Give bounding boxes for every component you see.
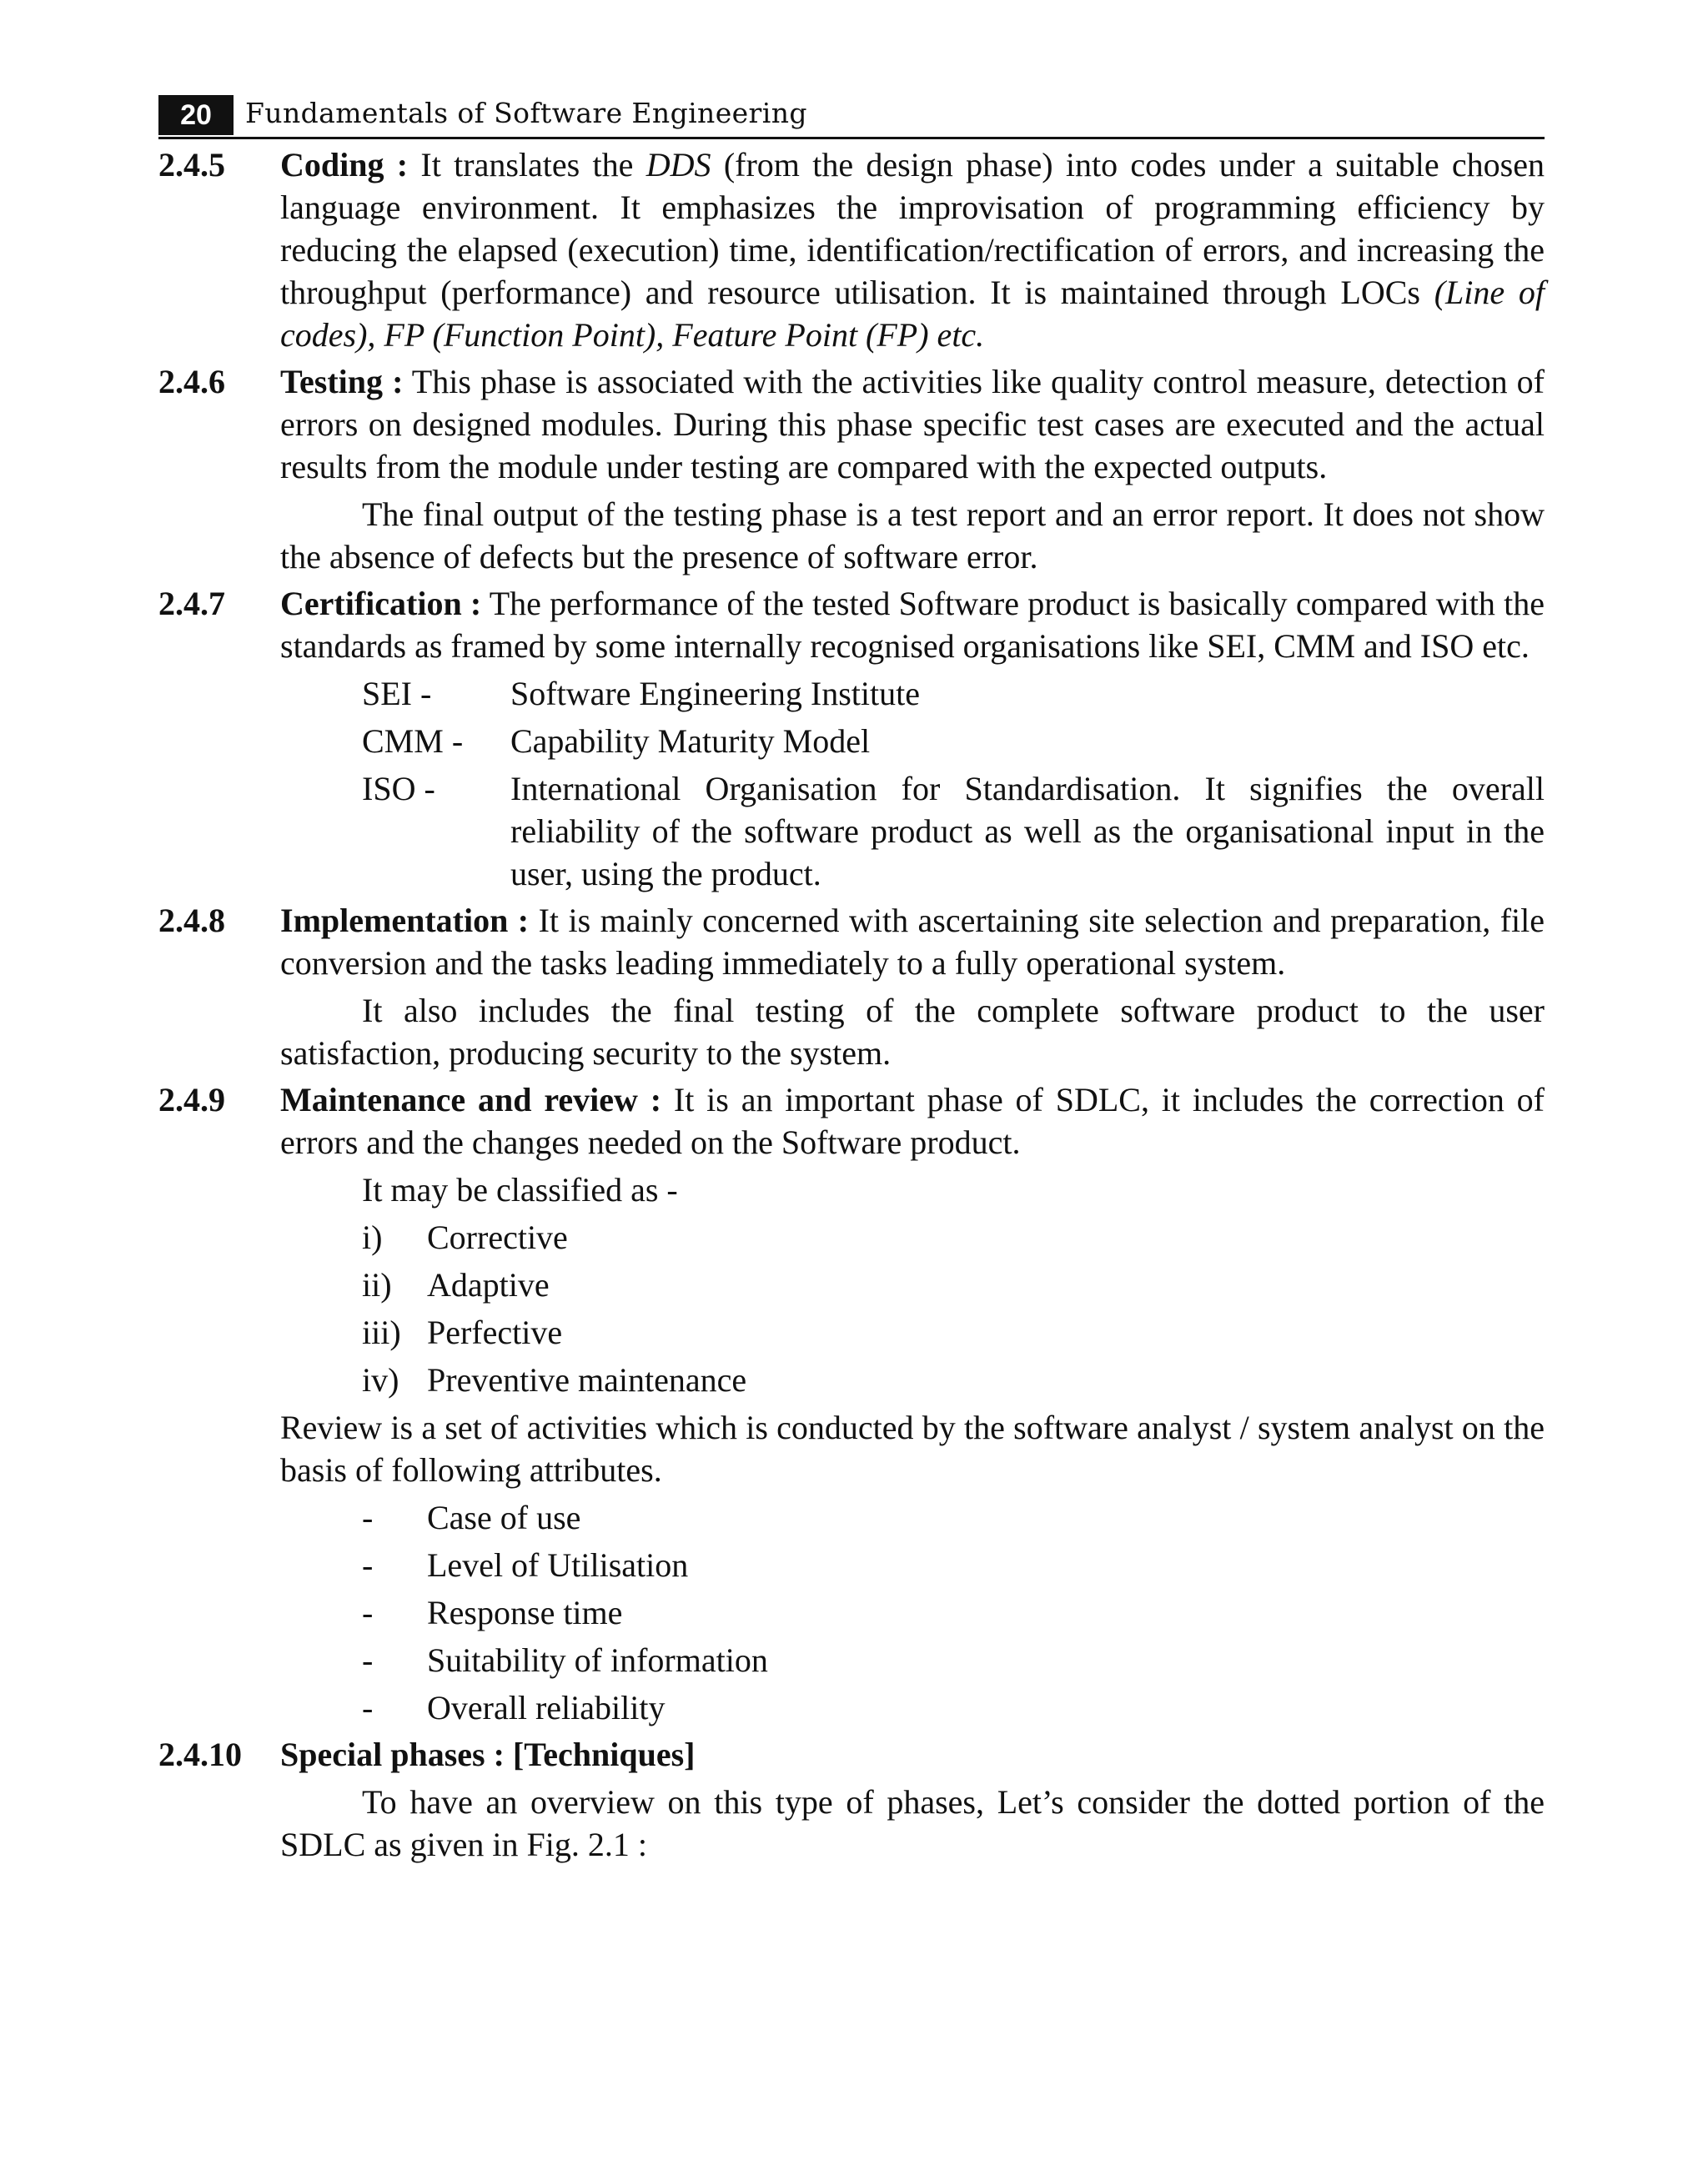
list-item [280, 1311, 1545, 1354]
running-title: Fundamentals of Software Engineering [245, 97, 807, 129]
list-item-text: Corrective [427, 1219, 568, 1256]
section-number: 2.4.8 [158, 902, 225, 939]
section-paragraph: The final output of the testing phase is a test report and an error report. It does not show the absence of defects but the presence of software error. [280, 495, 1545, 575]
section-heading: Special phases : [Techniques] [280, 1736, 696, 1773]
list-marker: ii) [362, 1266, 392, 1304]
list-item-text: Case of use [427, 1499, 581, 1536]
definition-row [280, 767, 1545, 895]
text-run: This phase is associated with the activities like quality control measure, detection of errors on designed modules. During this phase specific test cases are executed and the actual results from the module under testing are compared with the expected outputs. [280, 363, 1545, 485]
section-heading: Certification : [280, 585, 482, 622]
definition-term: ISO - [362, 770, 435, 807]
page-number-badge: 20 [158, 95, 234, 135]
section-paragraph [280, 582, 1545, 667]
definition-row [280, 720, 1545, 762]
section-paragraph [280, 1078, 1545, 1163]
list-item [280, 1359, 1545, 1401]
section-2-4-8 [158, 899, 1545, 1074]
list-item [280, 1496, 1545, 1539]
list-item-text: Overall reliability [427, 1689, 666, 1726]
list-item [280, 1264, 1545, 1306]
definition-term: CMM - [362, 722, 464, 760]
section-2-4-6 [158, 360, 1545, 578]
section-heading: Maintenance and review : [280, 1081, 662, 1118]
italic-text-run: DDS [646, 146, 711, 183]
list-item-text: Preventive maintenance [427, 1361, 747, 1399]
list-item-text: Adaptive [427, 1266, 550, 1304]
section-number: 2.4.7 [158, 585, 225, 622]
italic-text-run: (Line of codes), FP (Function Point), Feature Point (FP) etc. [280, 274, 1545, 354]
section-paragraph [280, 143, 1545, 356]
list-marker: iv) [362, 1361, 399, 1399]
text-run: It is an important phase of SDLC, it includes the correction of errors and the changes needed on the Software product. [280, 1081, 1545, 1161]
list-marker: - [362, 1546, 374, 1584]
definition-row [280, 672, 1545, 715]
list-marker: iii) [362, 1314, 401, 1351]
text-run: The performance of the tested Software product is basically compared with the standards as framed by some internally recognised organisations like SEI, CMM and ISO etc. [280, 585, 1545, 665]
definition-text: International Organisation for Standardisation. It signifies the overall reliability of the software product as well as the organisational input in the user, using the product. [510, 770, 1545, 892]
list-marker: - [362, 1641, 374, 1679]
section-number: 2.4.10 [158, 1736, 242, 1773]
review-paragraph: Review is a set of activities which is conducted by the software analyst / system analyst on the basis of following attributes. [280, 1409, 1545, 1489]
section-heading: Testing : [280, 363, 404, 400]
page-content [158, 143, 1545, 1866]
text-run: (from the design phase) into codes under a suitable chosen language environment. It emphasizes the improvisation of programming efficiency by reducing the elapsed (execution) time, identification/rectification of errors, and increasing the throughput (performance) and resource utilisation. It is maintained through LOCs [280, 146, 1545, 311]
definition-text: Software Engineering Institute [510, 675, 920, 712]
list-item [280, 1639, 1545, 1681]
list-marker: - [362, 1594, 374, 1631]
definition-text: Capability Maturity Model [510, 722, 871, 760]
page-header [158, 90, 1545, 139]
section-heading: Implementation : [280, 902, 530, 939]
section-paragraph [280, 899, 1545, 984]
section-paragraph: It also includes the final testing of the complete software product to the user satisfaction, producing security to the system. [280, 992, 1545, 1072]
section-number: 2.4.6 [158, 363, 225, 400]
list-item [280, 1591, 1545, 1634]
list-marker: i) [362, 1219, 383, 1256]
definition-term: SEI - [362, 675, 432, 712]
text-run: It translates the [408, 146, 646, 183]
section-2-4-5 [158, 143, 1545, 356]
section-heading: Coding : [280, 146, 409, 183]
list-item-text: Perfective [427, 1314, 563, 1351]
text-run: It is mainly concerned with ascertaining site selection and preparation, file conversion and the tasks leading immediately to a fully operational system. [280, 902, 1545, 982]
section-number: 2.4.5 [158, 146, 225, 183]
classification-intro: It may be classified as - [362, 1171, 678, 1209]
list-item [280, 1686, 1545, 1729]
section-number: 2.4.9 [158, 1081, 225, 1118]
section-2-4-9 [158, 1078, 1545, 1729]
section-2-4-7 [158, 582, 1545, 895]
list-item [280, 1216, 1545, 1259]
section-paragraph: To have an overview on this type of phases, Let’s consider the dotted portion of the SDLC as given in Fig. 2.1 : [280, 1783, 1545, 1863]
list-item [280, 1544, 1545, 1586]
list-item-text: Level of Utilisation [427, 1546, 689, 1584]
list-marker: - [362, 1689, 374, 1726]
section-paragraph [280, 360, 1545, 488]
list-marker: - [362, 1499, 374, 1536]
list-item-text: Response time [427, 1594, 623, 1631]
section-2-4-10 [158, 1733, 1545, 1866]
list-item-text: Suitability of information [427, 1641, 768, 1679]
